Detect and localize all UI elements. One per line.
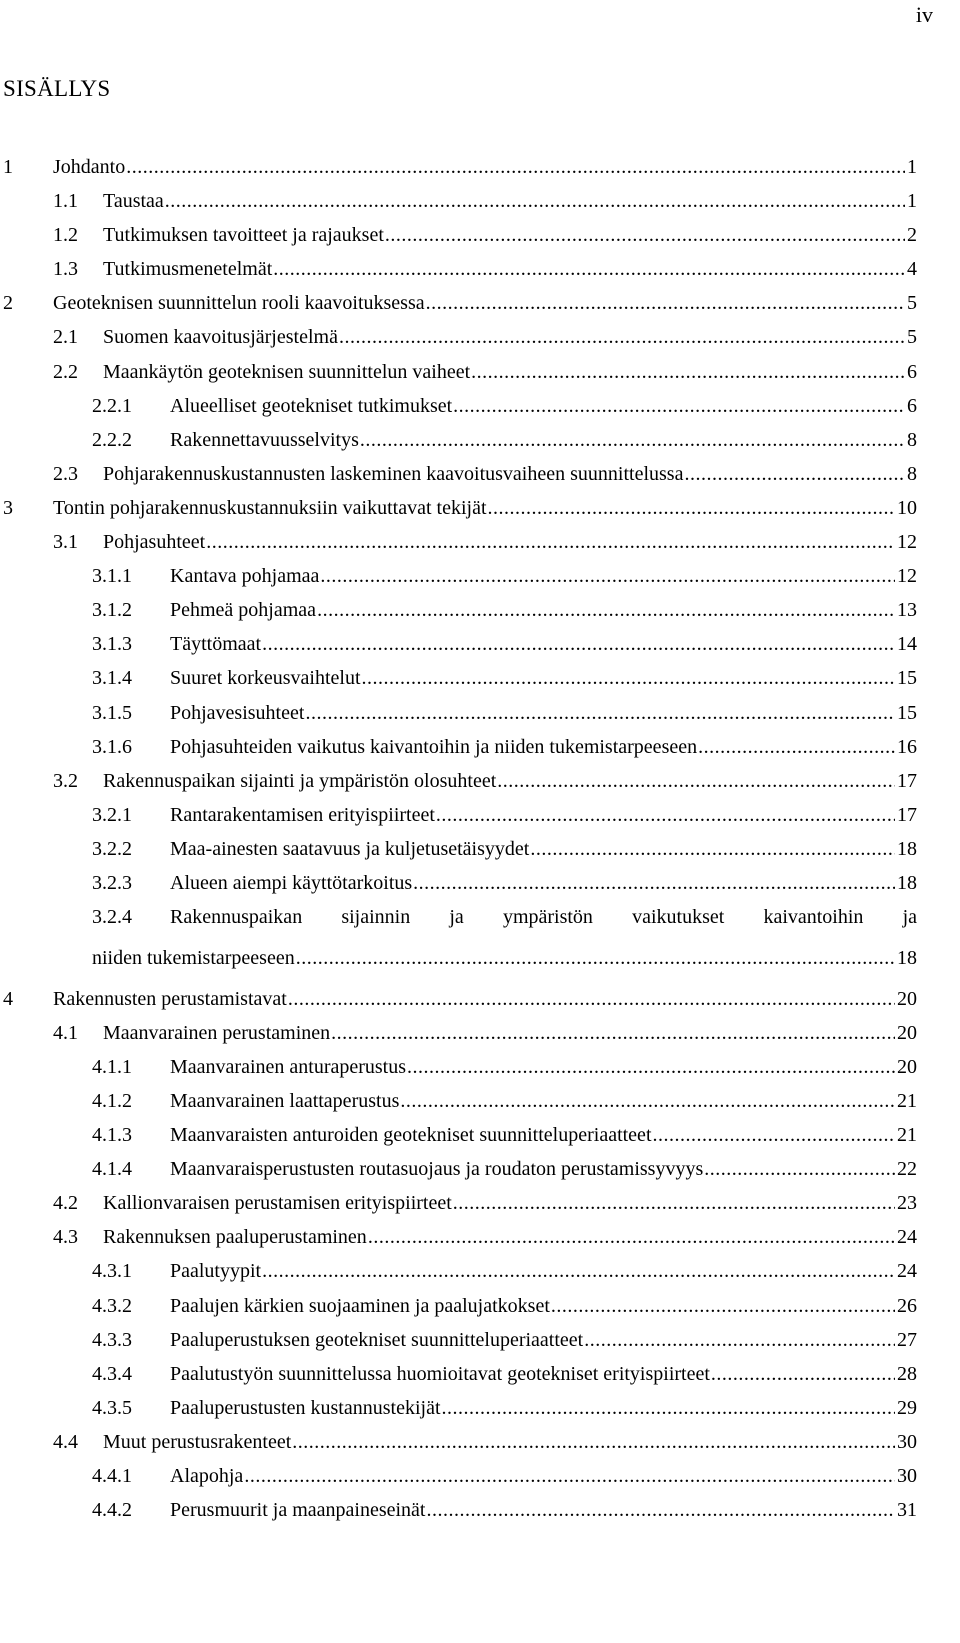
toc-entry[interactable] (0, 1156, 917, 1190)
dot-leader (320, 563, 895, 589)
dot-leader (305, 700, 895, 726)
toc-entry[interactable] (0, 836, 917, 870)
toc-entry[interactable] (0, 563, 917, 597)
toc-entry[interactable] (0, 427, 917, 461)
dot-leader (331, 1020, 895, 1046)
toc-entry-number: 1 (3, 156, 13, 178)
dot-leader (497, 768, 895, 794)
toc-entry-title: Tontin pohjarakennuskustannuksiin vaikuttavat tekijät (53, 496, 487, 519)
toc-entry[interactable] (0, 1497, 917, 1531)
dot-leader (442, 1395, 895, 1421)
toc-entry-title: Pohjarakennuskustannusten laskeminen kaavoitusvaiheen suunnittelussa (103, 462, 684, 485)
toc-entry-page: 22 (897, 1158, 917, 1181)
toc-entry[interactable] (0, 359, 917, 393)
toc-entry[interactable] (0, 154, 917, 188)
toc-entry[interactable] (0, 631, 917, 665)
toc-entry-title: Pohjavesisuhteet (170, 701, 305, 724)
toc-entry-number: 4.1.3 (92, 1124, 132, 1147)
toc-entry-page: 12 (897, 565, 917, 588)
dot-leader (362, 665, 895, 691)
toc-entry-title: Pohjasuhteet (103, 531, 206, 554)
dot-leader (471, 359, 905, 385)
toc-entry-page: 21 (897, 1089, 917, 1112)
toc-entry-number: 2.3 (53, 462, 78, 485)
toc-entry-page: 20 (897, 1055, 917, 1078)
toc-entry-title: Perusmuurit ja maanpaineseinät (170, 1499, 426, 1522)
toc-entry-page: 20 (897, 1021, 917, 1044)
toc-entry-page: 21 (897, 1124, 917, 1147)
toc-entry-number: 3.2.1 (92, 803, 132, 826)
toc-entry[interactable] (0, 597, 917, 631)
toc-entry-page: 27 (897, 1328, 917, 1351)
toc-entry-page: 13 (897, 599, 917, 622)
toc-entry-page: 14 (897, 633, 917, 656)
toc-entry-title: Rakennusten perustamistavat (53, 987, 287, 1010)
toc-entry-page: 18 (897, 871, 917, 894)
toc-entry-page: 1 (907, 190, 917, 213)
toc-entry-title: Rakennuspaikan sijainnin ja ympäristön vaikutukset kaivantoihin ja (170, 906, 917, 929)
dot-leader (400, 1088, 895, 1114)
toc-entry-number: 2.1 (53, 326, 78, 349)
dot-leader (368, 1224, 895, 1250)
toc-entry[interactable] (0, 1122, 917, 1156)
dot-leader (530, 836, 895, 862)
toc-entry-title: Muut perustusrakenteet (103, 1430, 292, 1453)
dot-leader (453, 393, 905, 419)
toc-entry-title: niiden tukemistarpeeseen (92, 946, 295, 969)
toc-entry[interactable] (0, 1258, 917, 1292)
toc-entry[interactable] (0, 870, 917, 904)
toc-entry[interactable] (0, 665, 917, 699)
dot-leader (698, 734, 895, 760)
toc-entry[interactable] (0, 1088, 917, 1122)
dot-leader (360, 427, 905, 453)
dot-leader (684, 461, 905, 487)
toc-entry-title: Rakennuksen paaluperustaminen (103, 1226, 367, 1249)
toc-entry-page: 18 (897, 946, 917, 969)
toc-entry-page: 18 (897, 837, 917, 860)
toc-entry-title: Alueelliset geotekniset tutkimukset (170, 394, 453, 417)
toc-entry-title: Taustaa (103, 190, 164, 213)
toc-entry[interactable] (0, 1293, 917, 1327)
toc-entry-title: Rakennettavuusselvitys (170, 428, 359, 451)
dot-leader (165, 188, 905, 214)
dot-leader (488, 495, 895, 521)
toc-entry[interactable] (0, 256, 917, 290)
toc-entry-title: Tutkimusmenetelmät (103, 258, 273, 281)
toc-entry[interactable] (0, 945, 917, 986)
dot-leader (262, 1258, 895, 1284)
toc-entry-title: Suuret korkeusvaihtelut (170, 667, 361, 690)
dot-leader (436, 802, 895, 828)
toc-entry[interactable] (0, 1463, 917, 1497)
dot-leader (704, 1156, 895, 1182)
toc-entry-page: 6 (907, 394, 917, 417)
toc-entry-title: Pohjasuhteiden vaikutus kaivantoihin ja niiden tukemistarpeeseen (170, 735, 698, 758)
toc-entry-number: 4.1 (53, 1021, 78, 1044)
dot-leader (551, 1293, 895, 1319)
toc-entry-title: Paalujen kärkien suojaaminen ja paalujatkokset (170, 1294, 550, 1317)
toc-entry-title: Suomen kaavoitusjärjestelmä (103, 326, 338, 349)
toc-entry[interactable] (0, 802, 917, 836)
toc-entry-page: 4 (907, 258, 917, 281)
toc-entry[interactable] (0, 1429, 917, 1463)
toc-entry-number: 3.2 (53, 769, 78, 792)
toc-entry[interactable] (0, 461, 917, 495)
toc-entry-number: 3.1.3 (92, 633, 132, 656)
toc-entry-number: 3.1 (53, 531, 78, 554)
dot-leader (413, 870, 895, 896)
dot-leader (126, 154, 905, 180)
toc-entry[interactable] (0, 768, 917, 802)
toc-entry-number: 1.1 (53, 190, 78, 213)
toc-entry[interactable] (0, 1395, 917, 1429)
toc-entry-page: 16 (897, 735, 917, 758)
dot-leader (584, 1327, 895, 1353)
toc-entry-title: Kantava pohjamaa (170, 565, 320, 588)
toc-entry[interactable] (0, 986, 917, 1020)
toc-entry-page: 1 (907, 156, 917, 178)
toc-entry[interactable] (0, 1224, 917, 1258)
toc-entry-number: 4.1.2 (92, 1089, 132, 1112)
toc-entry[interactable] (0, 700, 917, 734)
toc-entry-page: 8 (907, 428, 917, 451)
toc-entry-page: 26 (897, 1294, 917, 1317)
toc-entry-number: 4 (3, 987, 13, 1010)
toc-entry[interactable] (0, 393, 917, 427)
toc-entry[interactable] (0, 1020, 917, 1054)
toc-entry-number: 3 (3, 496, 13, 519)
toc-entry[interactable] (0, 324, 917, 358)
toc-entry[interactable] (0, 495, 917, 529)
toc-entry[interactable] (0, 188, 917, 222)
toc-entry-page: 15 (897, 701, 917, 724)
toc-entry-page: 5 (907, 326, 917, 349)
toc-entry-title: Maankäytön geoteknisen suunnittelun vaiheet (103, 360, 471, 383)
dot-leader (206, 529, 895, 555)
toc-entry-title: Paaluperustuksen geotekniset suunnitteluperiaatteet (170, 1328, 584, 1351)
toc-entry[interactable] (0, 734, 917, 768)
toc-entry-page: 31 (897, 1499, 917, 1522)
toc-entry-title: Maanvaraisperustusten routasuojaus ja roudaton perustamissyvyys (170, 1158, 704, 1181)
toc-entry[interactable] (0, 1327, 917, 1361)
dot-leader (262, 631, 895, 657)
toc-entry-number: 3.2.4 (92, 906, 132, 929)
toc-entry-number: 2.2 (53, 360, 78, 383)
toc-entry[interactable] (0, 529, 917, 563)
toc-entry-number: 4.3.4 (92, 1362, 132, 1385)
toc-entry-number: 3.1.1 (92, 565, 132, 588)
toc-entry-number: 4.3.5 (92, 1396, 132, 1419)
toc-entry-page: 15 (897, 667, 917, 690)
toc-entry-page: 30 (897, 1464, 917, 1487)
toc-entry-title: Pehmeä pohjamaa (170, 599, 317, 622)
dot-leader (653, 1122, 896, 1148)
toc-entry-page: 6 (907, 360, 917, 383)
dot-leader (296, 945, 895, 971)
toc-entry-page: 24 (897, 1260, 917, 1283)
dot-leader (385, 222, 905, 248)
toc-entry-page: 24 (897, 1226, 917, 1249)
toc-entry-title: Rantarakentamisen erityispiirteet (170, 803, 435, 826)
toc-entry-page: 20 (897, 987, 917, 1010)
toc-entry-title: Paalutustyön suunnittelussa huomioitavat geotekniset erityispiirteet (170, 1362, 710, 1385)
toc-entry-number: 4.4.2 (92, 1499, 132, 1522)
toc-entry-page: 30 (897, 1430, 917, 1453)
toc-entry-number: 3.1.5 (92, 701, 132, 724)
toc-entry-page: 12 (897, 531, 917, 554)
toc-entry-title: Tutkimuksen tavoitteet ja rajaukset (103, 224, 384, 247)
toc-entry-title: Paaluperustusten kustannustekijät (170, 1396, 441, 1419)
toc-entry-number: 3.1.2 (92, 599, 132, 622)
toc-entry-title: Johdanto (53, 156, 126, 178)
toc-entry[interactable] (0, 1361, 917, 1395)
toc-entry-title: Maa-ainesten saatavuus ja kuljetusetäisyydet (170, 837, 530, 860)
toc-entry-page: 29 (897, 1396, 917, 1419)
toc-entry-page: 23 (897, 1192, 917, 1215)
toc-entry-number: 2.2.1 (92, 394, 132, 417)
toc-entry-number: 4.4.1 (92, 1464, 132, 1487)
toc-entry-page: 2 (907, 224, 917, 247)
toc-entry-number: 4.3 (53, 1226, 78, 1249)
dot-leader (426, 1497, 895, 1523)
toc-entry-page: 10 (897, 496, 917, 519)
dot-leader (288, 986, 895, 1012)
dot-leader (339, 324, 905, 350)
toc-entry-page: 17 (897, 769, 917, 792)
dot-leader (317, 597, 895, 623)
dot-leader (244, 1463, 895, 1489)
toc-entry-title: Maanvarainen anturaperustus (170, 1055, 407, 1078)
dot-leader (711, 1361, 895, 1387)
dot-leader (273, 256, 905, 282)
toc-entry-page: 28 (897, 1362, 917, 1385)
toc-entry-number: 4.3.3 (92, 1328, 132, 1351)
toc-entry[interactable] (0, 904, 917, 945)
toc-entry-title: Rakennuspaikan sijainti ja ympäristön olosuhteet (103, 769, 497, 792)
toc-entry-page: 5 (907, 292, 917, 315)
toc-entry[interactable] (0, 1190, 917, 1224)
toc-entry-number: 3.1.6 (92, 735, 132, 758)
toc-entry-title: Geoteknisen suunnittelun rooli kaavoituksessa (53, 292, 425, 315)
dot-leader (407, 1054, 895, 1080)
toc-entry-number: 4.3.1 (92, 1260, 132, 1283)
toc-entry[interactable] (0, 1054, 917, 1088)
toc-entry-title: Alapohja (170, 1464, 244, 1487)
toc-entry-title: Maanvarainen perustaminen (103, 1021, 331, 1044)
toc-entry-number: 4.1.1 (92, 1055, 132, 1078)
toc-entry[interactable] (0, 222, 917, 256)
toc-entry-page: 17 (897, 803, 917, 826)
toc-entry-number: 3.1.4 (92, 667, 132, 690)
toc-entry-title: Alueen aiempi käyttötarkoitus (170, 871, 413, 894)
toc-entry-title: Kallionvaraisen perustamisen erityispiirteet (103, 1192, 452, 1215)
toc-entry-number: 2.2.2 (92, 428, 132, 451)
toc-entry-number: 3.2.2 (92, 837, 132, 860)
toc-entry-number: 2 (3, 292, 13, 315)
dot-leader (453, 1190, 895, 1216)
toc-entry-number: 1.3 (53, 258, 78, 281)
dot-leader (426, 290, 905, 316)
toc-entry-title: Täyttömaat (170, 633, 262, 656)
toc-entry-page: 8 (907, 462, 917, 485)
toc-entry-number: 4.2 (53, 1192, 78, 1215)
page-number: iv (915, 2, 933, 27)
dot-leader (292, 1429, 895, 1455)
table-of-contents (0, 154, 917, 1531)
toc-entry-title: Maanvaraisten anturoiden geotekniset suunnitteluperiaatteet (170, 1124, 652, 1147)
toc-heading: SISÄLLYS (3, 76, 111, 101)
toc-entry-number: 1.2 (53, 224, 78, 247)
toc-entry-title: Paalutyypit (170, 1260, 262, 1283)
toc-entry-title: Maanvarainen laattaperustus (170, 1089, 400, 1112)
toc-entry-number: 3.2.3 (92, 871, 132, 894)
toc-entry-number: 4.1.4 (92, 1158, 132, 1181)
toc-entry-number: 4.4 (53, 1430, 78, 1453)
toc-entry[interactable] (0, 290, 917, 324)
toc-entry-number: 4.3.2 (92, 1294, 132, 1317)
